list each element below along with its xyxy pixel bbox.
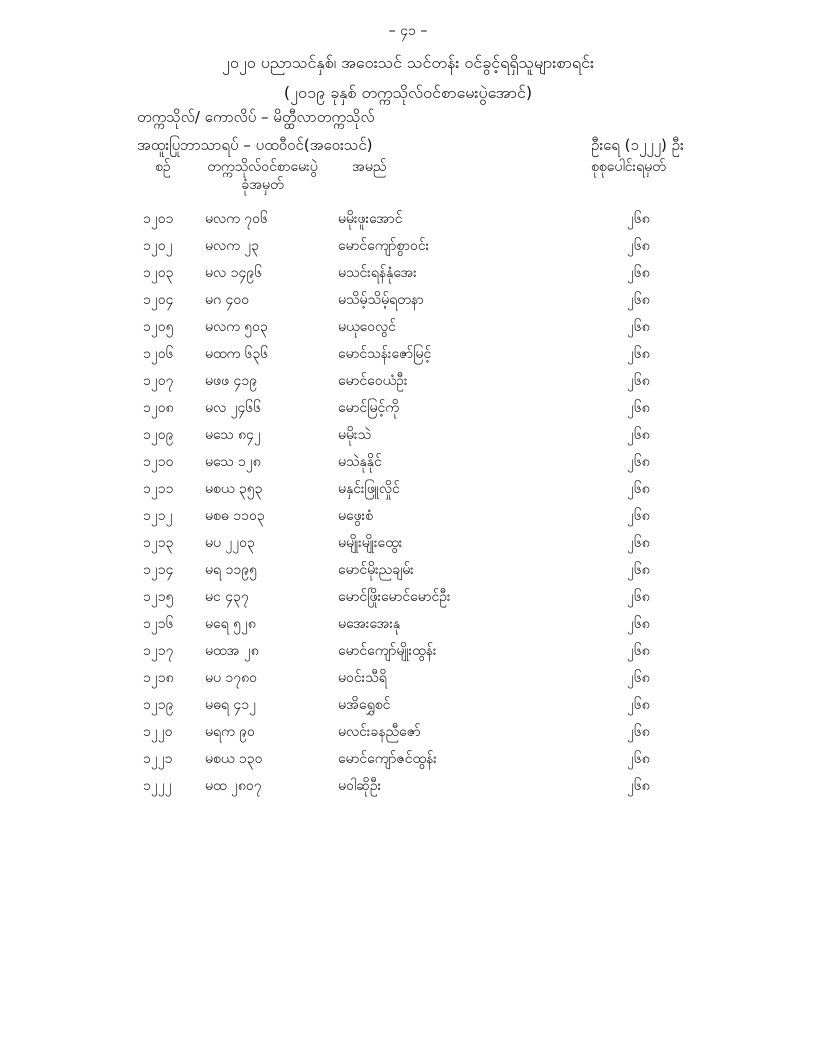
university-line: တက္ကသိုလ်/ ကောလိပ် – မိတ္ထီလာတက္ကသိုလ် (137, 108, 375, 126)
row-name: မသဲနုနိုင် (338, 454, 382, 470)
row-roll-number: မရက ၉၀ (205, 724, 255, 740)
row-serial-no: ၁၂၁၆ (143, 616, 174, 632)
table-row (0, 534, 816, 561)
row-serial-no: ၁၂၀၃ (143, 265, 174, 281)
row-serial-no: ၁၂၂၁ (143, 751, 173, 767)
table-row (0, 345, 816, 372)
row-name: မဖွေးစံ (338, 508, 374, 524)
row-total-score: ၂၆၈ (627, 670, 650, 686)
row-total-score: ၂၆၈ (627, 589, 650, 605)
row-roll-number: မစဓ ၁၁၀၃ (205, 508, 265, 524)
row-roll-number: မထက ၆၃၆ (205, 346, 269, 362)
row-name: မမျိုးမျိုးထွေး (338, 535, 403, 551)
row-serial-no: ၁၂၀၆ (143, 346, 174, 362)
row-total-score: ၂၆၈ (627, 643, 650, 659)
row-name: မသိမ့်သိမ့်ရတနာ (338, 292, 424, 308)
row-roll-number: မထ ၂၈၀၇ (205, 778, 262, 794)
row-name: မဝင်းသီရိ (338, 670, 387, 686)
page-title: ၂၀၂၀ ပညာသင်နှစ်၊ အဝေးသင် သင်တန်း ဝင်ခွင့်ရရှိသူများစာရင်း (222, 53, 594, 72)
department-line: အထူးပြုဘာသာရပ် – ပထဝီဝင်(အဝေးသင်) (137, 136, 373, 154)
table-row (0, 210, 816, 237)
table-row (0, 696, 816, 723)
table-row (0, 318, 816, 345)
seats-count: ဦးရေ (၁၂၂၂) ဦး (591, 136, 684, 154)
row-serial-no: ၁၂၁၀ (143, 454, 174, 470)
table-row (0, 480, 816, 507)
row-roll-number: မစယ ၃၅၃ (205, 481, 263, 497)
row-serial-no: ၁၂၀၄ (143, 292, 174, 308)
row-roll-number: မထအ ၂၈ (205, 643, 259, 659)
results-table (0, 210, 816, 804)
header-name: အမည် (352, 159, 387, 175)
row-name: မသင်းရန်နုံအေး (338, 265, 417, 281)
row-name: မမိုးဖူးအောင် (338, 211, 403, 227)
row-roll-number: မစယ ၁၃၀ (205, 751, 263, 767)
table-row (0, 615, 816, 642)
table-row (0, 399, 816, 426)
row-total-score: ၂၆၈ (627, 751, 650, 767)
table-row (0, 561, 816, 588)
row-roll-number: မလက ၅၀၃ (205, 319, 268, 335)
row-name: မအိရွှေစင် (338, 697, 391, 713)
table-row (0, 372, 816, 399)
row-total-score: ၂၆၈ (627, 481, 650, 497)
row-total-score: ၂၆၈ (627, 400, 650, 416)
row-total-score: ၂၆၈ (627, 778, 650, 794)
table-row (0, 291, 816, 318)
row-roll-number: မပ ၁၇၈၀ (205, 670, 258, 686)
table-row (0, 588, 816, 615)
row-name: မနှင်းဖြူလှိုင် (338, 481, 400, 497)
row-total-score: ၂၆၈ (627, 562, 650, 578)
row-total-score: ၂၆၈ (627, 454, 650, 470)
row-total-score: ၂၆၈ (627, 373, 650, 389)
table-row (0, 264, 816, 291)
row-serial-no: ၁၂၀၁ (143, 211, 174, 227)
row-total-score: ၂၆၈ (627, 211, 650, 227)
row-total-score: ၂၆၈ (627, 616, 650, 632)
row-serial-no: ၁၂၀၉ (143, 427, 174, 443)
row-roll-number: မဓရ ၄၁၂ (205, 697, 256, 713)
header-total-score: စုစုပေါင်းရမှတ် (591, 159, 666, 175)
table-row (0, 642, 816, 669)
row-serial-no: ၁၂၁၈ (143, 670, 174, 686)
row-total-score: ၂၆၈ (627, 292, 650, 308)
table-row (0, 777, 816, 804)
page-number: – ၄၁ – (388, 23, 428, 39)
row-total-score: ၂၆၈ (627, 238, 650, 254)
row-total-score: ၂၆၈ (627, 697, 650, 713)
row-serial-no: ၁၂၁၉ (143, 697, 174, 713)
row-name: မောင်ဖြိုးမောင်မောင်ဦး (338, 589, 451, 605)
header-roll-line2: ခုံအမှတ် (241, 177, 284, 193)
row-serial-no: ၁၂၀၈ (143, 400, 174, 416)
row-total-score: ၂၆၈ (627, 535, 650, 551)
row-serial-no: ၁၂၁၃ (143, 535, 174, 551)
row-serial-no: ၁၂၁၁ (143, 481, 174, 497)
row-serial-no: ၁၂၁၇ (143, 643, 174, 659)
row-roll-number: မလက ၇၀၆ (205, 211, 268, 227)
row-roll-number: မသေ ၁၂၈ (205, 454, 261, 470)
row-roll-number: မဂ ၄၀၀ (205, 292, 250, 308)
header-roll-line1: တက္ကသိုလ်ဝင်စာမေးပွဲ (207, 159, 318, 175)
row-serial-no: ၁၂၀၇ (143, 373, 174, 389)
row-roll-number: မလက ၂၃ (205, 238, 260, 254)
row-name: မောင်ကျော်စွာဝင်း (338, 238, 430, 254)
row-roll-number: မဖဖ ၄၁၉ (205, 373, 258, 389)
row-total-score: ၂၆၈ (627, 346, 650, 362)
row-roll-number: မသေ ၈၄၂ (205, 427, 261, 443)
row-serial-no: ၁၂၀၅ (143, 319, 174, 335)
row-serial-no: ၁၂၁၂ (143, 508, 173, 524)
row-roll-number: မလ ၁၄၉၆ (205, 265, 263, 281)
row-name: မောင်မြင့်ကို (338, 400, 399, 416)
row-name: မောင်သန်းဇော်မြင့် (338, 346, 432, 362)
table-row (0, 426, 816, 453)
table-row (0, 750, 816, 777)
row-roll-number: မပ ၂၂၀၃ (205, 535, 255, 551)
page-subtitle: (၂၀၁၉ ခုနှစ် တက္ကသိုလ်ဝင်စာမေးပွဲအောင်) (283, 83, 533, 102)
row-roll-number: မလ ၂၄၆၆ (205, 400, 262, 416)
row-name: မောင်ကျော်မျိုးထွန်း (338, 643, 437, 659)
row-serial-no: ၁၂၁၄ (143, 562, 174, 578)
row-serial-no: ၁၂၂၂ (143, 778, 172, 794)
row-total-score: ၂၆၈ (627, 319, 650, 335)
table-row (0, 723, 816, 750)
header-serial-no: စဉ် (155, 159, 171, 175)
row-name: မောင်ကျော်ဇင်ထွန်း (338, 751, 437, 767)
row-serial-no: ၁၂၂၀ (143, 724, 173, 740)
table-row (0, 237, 816, 264)
row-name: မယုဝေလွင် (338, 319, 396, 335)
row-total-score: ၂၆၈ (627, 265, 650, 281)
table-row (0, 507, 816, 534)
table-row (0, 669, 816, 696)
row-name: မအေးအေးနု (338, 616, 401, 632)
row-name: မောင်မိုးညချမ်း (338, 562, 414, 578)
row-roll-number: မရ ၁၁၉၅ (205, 562, 257, 578)
row-serial-no: ၁၂၀၂ (143, 238, 173, 254)
row-name: မလင်းခနညီဇော် (338, 724, 421, 740)
header-roll-number (195, 158, 330, 194)
row-roll-number: မရေ ၅၂၈ (205, 616, 256, 632)
row-total-score: ၂၆၈ (627, 508, 650, 524)
row-serial-no: ၁၂၁၅ (143, 589, 174, 605)
table-row (0, 453, 816, 480)
row-total-score: ၂၆၈ (627, 427, 650, 443)
row-name: မဝါဆိုဦး (338, 778, 382, 794)
row-total-score: ၂၆၈ (627, 724, 650, 740)
row-roll-number: မင ၄၃၇ (205, 589, 249, 605)
row-name: မောင်ဝေယံဦး (338, 373, 408, 389)
row-name: မမိုးသဲ (338, 427, 372, 443)
